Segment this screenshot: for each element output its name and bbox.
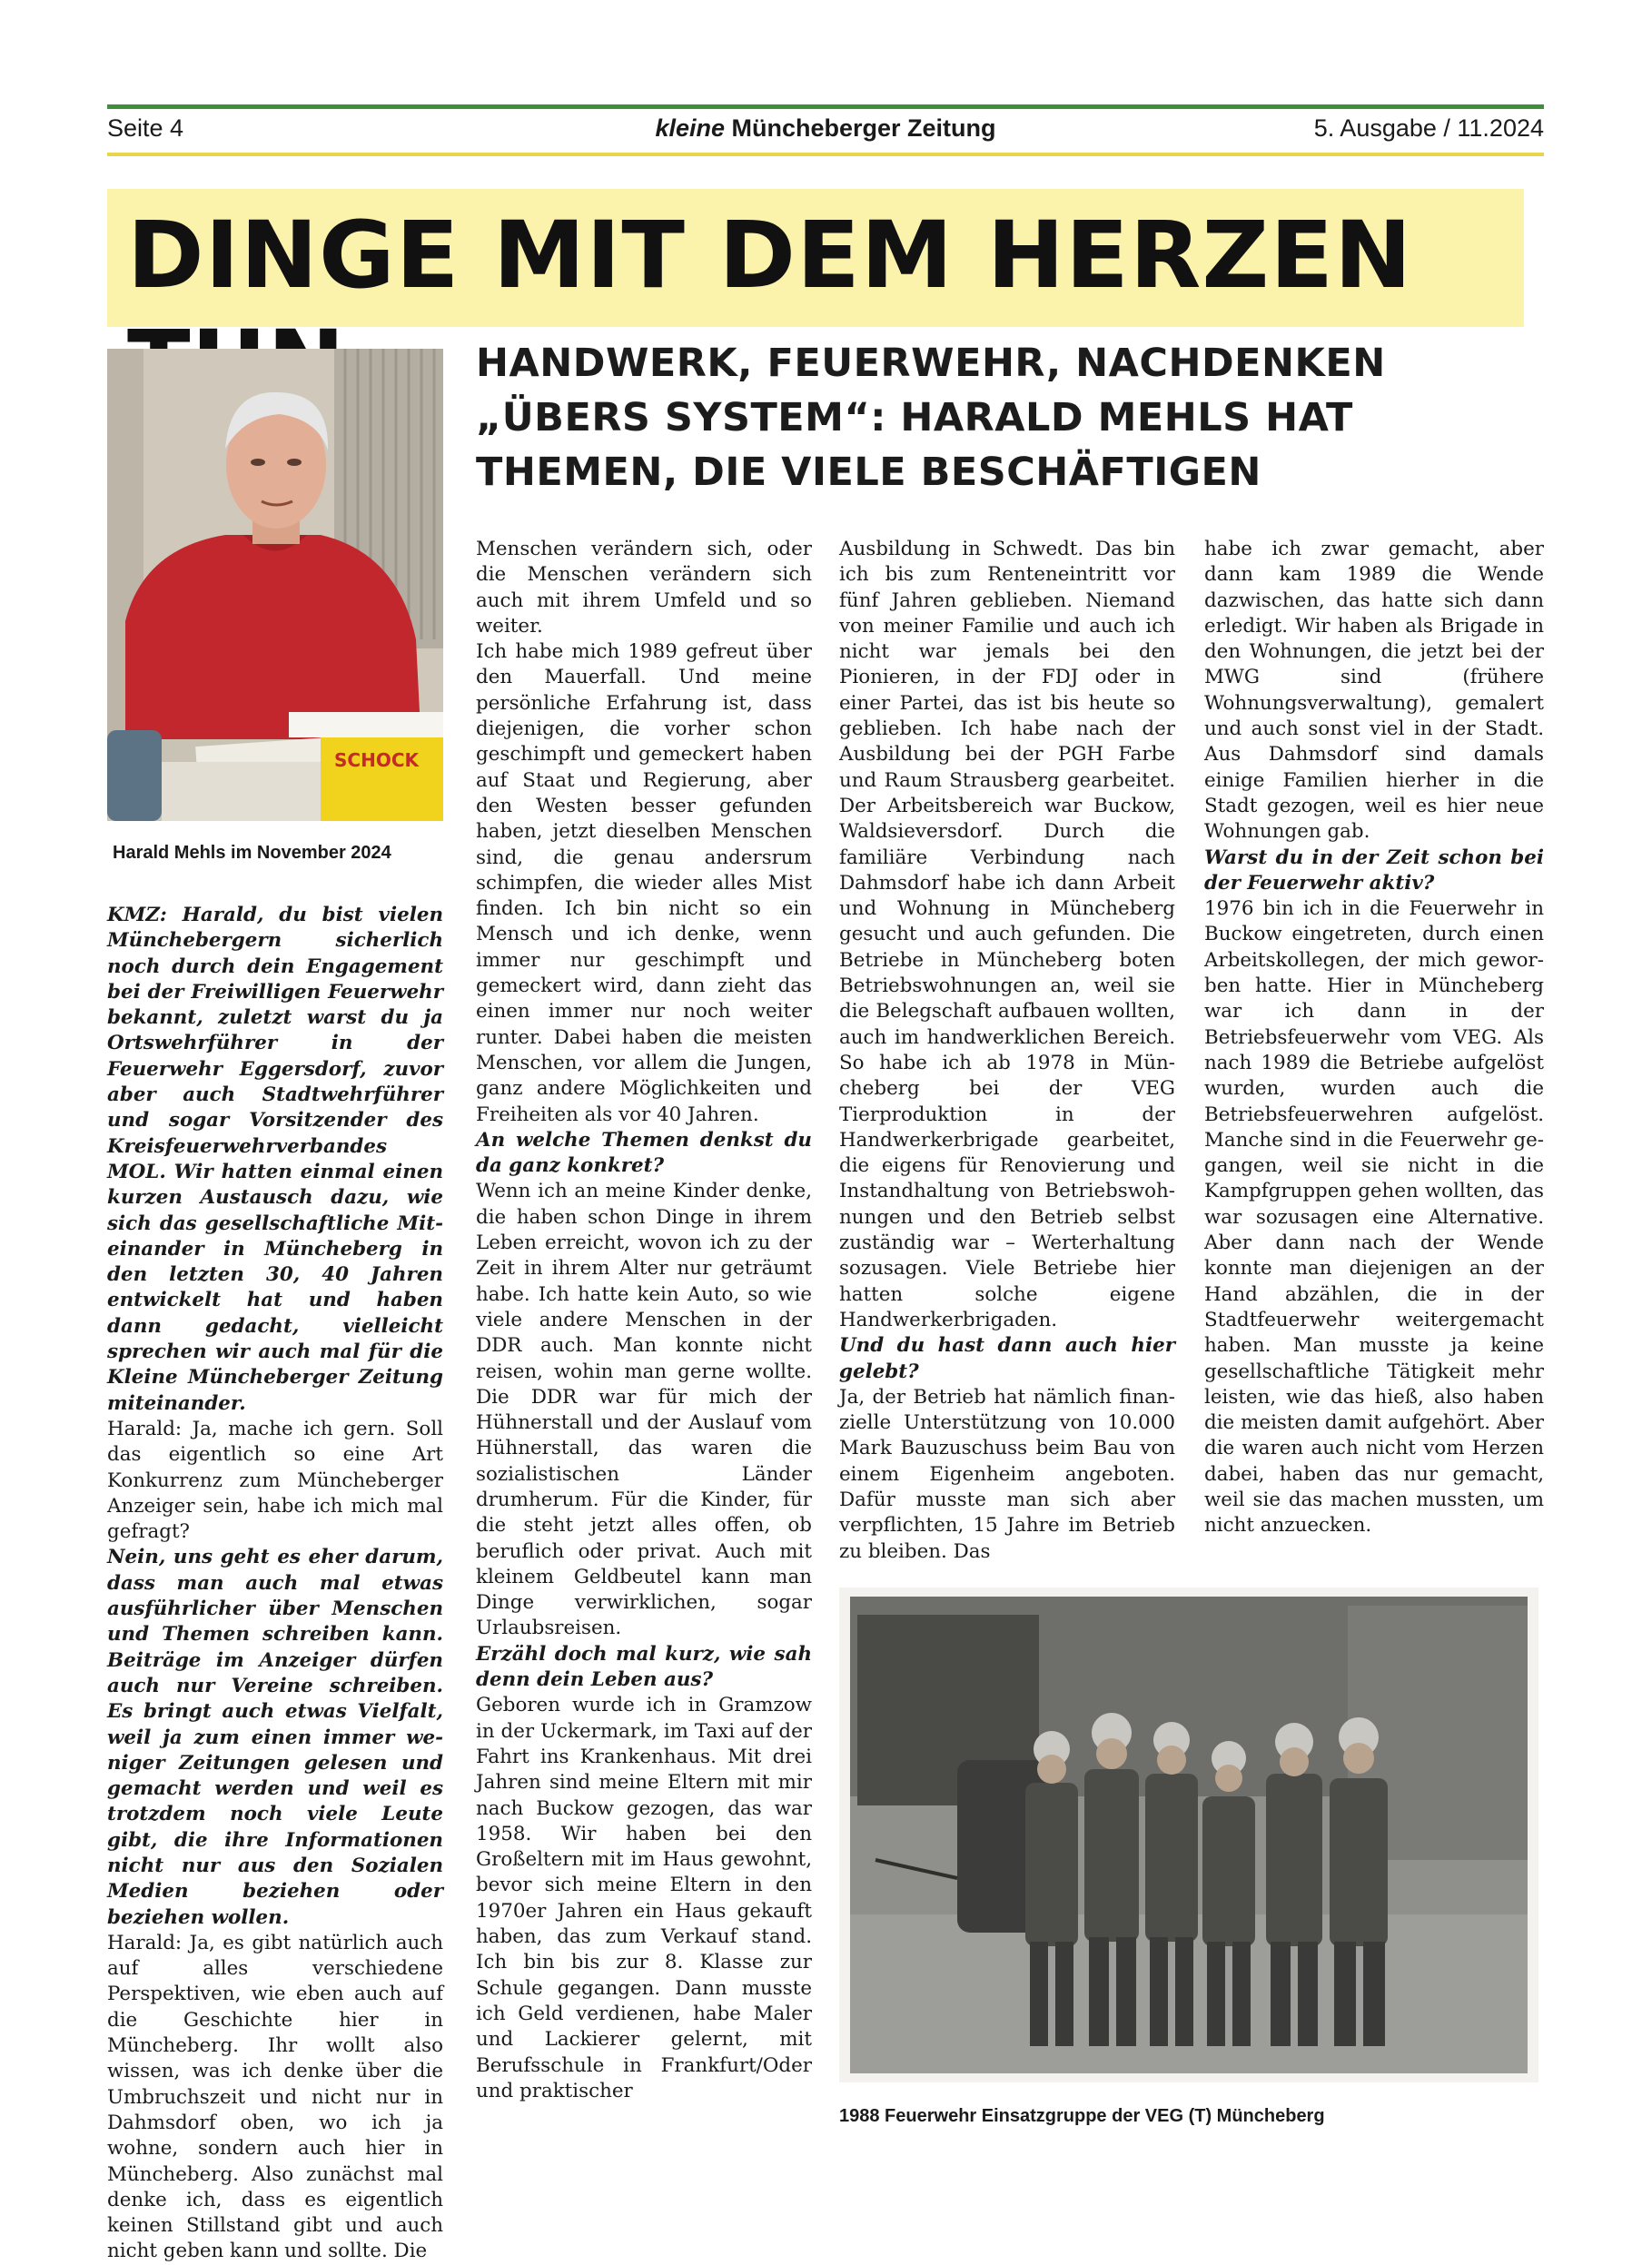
article-column-2 [476,537,812,2104]
interview-question: Und du hast dann auch hier gelebt? [839,1334,1175,1383]
interview-question: An welche Themen denkst du da ganz konkret? [476,1128,812,1178]
interview-answer: habe ich zwar gemacht, aber dann kam 1989 die Wende dazwischen, das hatte sich dann erledigt. Wir haben als Brigade in den Wohnungen, die jetzt bei der MWG sind (frühere Wohnungsverwaltung), gemalert und auch sonst viel in der Stadt. Aus Dahmsdorf sind damals einige Familien hierher in die Stadt gezogen, weil es hier neue Wohnungen gab. [1204,538,1544,844]
interview-answer: Harald: Ja, mache ich gern. Soll das eigentlich so eine Art Konkurrenz zum Müncheberger Anzeiger sein, habe ich mich mal gefragt? [107,1417,443,1544]
subheadline-line: „ÜBERS SYSTEM“: HARALD MEHLS HAT [476,395,1353,440]
newspaper-name-main: Müncheberger Zeitung [731,114,996,142]
newspaper-name-italic: kleine [655,114,725,142]
portrait-caption: Harald Mehls im November 2024 [113,843,391,863]
interview-answer: Geboren wurde ich in Gramzow in der Uckermark, im Taxi auf der Fahrt ins Krankenhaus. Mit drei Jahren sind meine Eltern mit mir nach Buckow gezogen, das war 1958. Wir haben bei den Großeltern mit im Haus gewohnt, bevor sich meine Eltern in den 1970er Jahren ein Haus gekauft haben, das zum Verkauf stand. Ich bin bis zur 8. Klasse zur Schule gegangen. Dann musste ich Geld verdienen, habe Maler und Lackierer gelernt, mit Berufsschule in Frankfurt/Oder und praktischer [476,1694,812,2102]
portrait-photo [107,349,443,821]
interview-question: Nein, uns geht es eher darum, dass man auch mal etwas ausführlicher über Menschen und Themen schreiben kann. Beiträge im Anzeiger dürfen auch nur Vereine schreiben. Es bringt auch etwas Vielfalt, weil ja zum einen immer weniger Zeitungen gelesen und gemacht werden und weil es trotzdem noch viele Leute gibt, die ihre Informationen nicht nur aus den Sozialen Medien beziehen oder beziehen wollen. [107,1546,443,1929]
article-column-4 [1204,537,1544,1539]
article-column-3 [839,537,1175,1565]
historical-photo-caption: 1988 Feuerwehr Einsatzgruppe der VEG (T) Müncheberg [839,2106,1325,2126]
interview-question: KMZ: Harald, du bist vielen Münchebergern sicherlich noch durch dein Engagement bei der Freiwilligen Feuerwehr bekannt, zuletzt warst du ja Ortswehrführer in der Feuerwehr Eggersdorf, zuvor aber auch Stadtwehrführer und sogar Vorsitzender des Kreisfeuerwehrverbandes MOL. Wir hatten einmal einen kurzen Austausch dazu, wie sich das gesellschaftliche Miteinander in Müncheberg in den letzten 30, 40 Jahren entwickelt hat und haben dann gedacht, vielleicht sprechen wir auch mal für die Kleine Müncheberger Zeitung miteinander. [107,904,443,1415]
interview-answer: Ausbildung in Schwedt. Das bin ich bis zum Renteneintritt vor fünf Jahren geblieben. Niemand von meiner Familie und auch ich nicht war jemals bei den Pionieren, in der FDJ oder in einer Partei, das ist bis heute so geblieben. Ich habe nach der Ausbildung bei der PGH Farbe und Raum Strausberg gearbeitet. Der Arbeitsbereich war Buckow, Waldsieversdorf. Durch die familiäre Verbindung nach Dahmsdorf habe ich dann Arbeit und Wohnung in Müncheberg gesucht und auch gefunden. Die Betriebe in Müncheberg boten Betriebswohnungen an, weil sie die Belegschaft aufbauen wollten, auch im handwerklichen Bereich. So habe ich ab 1978 in Müncheberg bei der VEG Tierproduktion in der Handwerkerbrigade gearbeitet, die eigens für Renovierung und Instandhaltung von Betriebswohnungen und den Betrieb selbst zuständig war – Werterhaltung sozusagen. Viele Betriebe hier hatten solche eigene Handwerkerbrigaden. [839,538,1175,1331]
subheadline-line: THEMEN, DIE VIELE BESCHÄFTIGEN [476,450,1261,495]
interview-answer: Ich habe mich 1989 gefreut über den Mauerfall. Und meine persönliche Erfahrung ist, dass diejenigen, die vorher schon geschimpft und gemeckert haben auf Staat und Regierung, aber den Westen besser gefunden haben, jetzt dieselben Menschen sind, die genau andersrum schimpfen, die wieder alles Mist finden. Ich bin nicht so ein Mensch und ich denke, wenn immer nur geschimpft und gemeckert wird, dann zieht das einen immer nur noch weiter runter. Dabei haben die meisten Menschen, vor allem die Jungen, ganz andere Möglichkeiten und Freiheiten als vor 40 Jahren. [476,640,812,1126]
interview-answer: Wenn ich an meine Kinder denke, die haben schon Dinge in ihrem Leben erreicht, wovon ich zu der Zeit in ihrem Alter nur geträumt habe. Ich hatte kein Auto, so wie viele andere Menschen in der DDR auch. Man konnte nicht reisen, wohin man gerne wollte. Die DDR war für mich der Hühnerstall und der Auslauf vom Hühnerstall, das waren die sozialistischen Länder drumherum. Für die Kinder, für die steht jetzt alles offen, ob beruflich oder privat. Auch mit kleinem Geldbeutel kann man Dinge verwirklichen, sogar Urlaubsreisen. [476,1180,812,1640]
headline: DINGE MIT DEM HERZEN [127,202,1413,310]
headline-box [107,189,1524,327]
interview-answer: Menschen verändern sich, oder die Menschen verändern sich auch mit ihrem Umfeld und so weiter. [476,538,812,638]
article-column-1 [107,903,443,2265]
historical-illustration [839,1587,1538,2082]
page-number: Seite 4 [107,114,184,142]
subheadline [476,336,1520,499]
interview-question: Erzähl doch mal kurz, wie sah denn dein Leben aus? [476,1642,812,1692]
interview-answer: Harald: Ja, es gibt natürlich auch auf alles verschiedene Perspektiven, wie eben auch auf die Geschichte hier in Müncheberg. Ihr wollt also wissen, was ich denke über die Umbruchszeit und nicht nur in Dahmsdorf oben, wo ich ja wohne, sondern auch hier in Müncheberg. Also zunächst mal denke ich, dass es eigentlich keinen Stillstand gibt und auch nicht geben kann und sollte. Die [107,1931,443,2263]
portrait-illustration [107,349,443,821]
header-top-rule [107,104,1544,109]
historical-photo [839,1587,1538,2082]
interview-question: Warst du in der Zeit schon bei der Feuerwehr aktiv? [1204,846,1544,895]
issue-label: 5. Ausgabe / 11.2024 [1313,114,1544,142]
book-cover-text: SCHOCK [334,749,419,771]
interview-answer: Ja, der Betrieb hat nämlich finanzielle Unterstützung von 10.000 Mark Bauzuschuss beim Bau von einem Eigenheim angeboten. Dafür musste man sich aber verpflichten, 15 Jahre im Betrieb zu bleiben. Das [839,1385,1175,1563]
page-header [107,114,1544,151]
interview-answer: 1976 bin ich in die Feuerwehr in Buckow eingetreten, durch einen Arbeitskollegen, der mich geworben hatte. Hier in Müncheberg war ich dann in der Betriebsfeuerwehr vom VEG. Als nach 1989 die Betriebe aufgelöst wurden, wurden auch die Betriebsfeuerwehren aufgelöst. Manche sind in die Feuerwehr gegangen, weil sie nicht in die Kampfgruppen gehen wollten, das war sozusagen eine Alternative. Aber dann nach der Wende konnte man diejenigen an der Hand abzählen, die in der Stadtfeuerwehr weitergemacht haben. Man musste ja keine gesellschaftliche Tätigkeit mehr leisten, wie das hieß, also haben die meisten damit aufgehört. Aber die waren auch nicht vom Herzen dabei, haben das nur gemacht, weil sie das machen mussten, um nicht anzuecken. [1204,897,1544,1538]
subheadline-line: HANDWERK, FEUERWEHR, NACHDENKEN [476,341,1386,386]
header-bottom-rule [107,153,1544,156]
